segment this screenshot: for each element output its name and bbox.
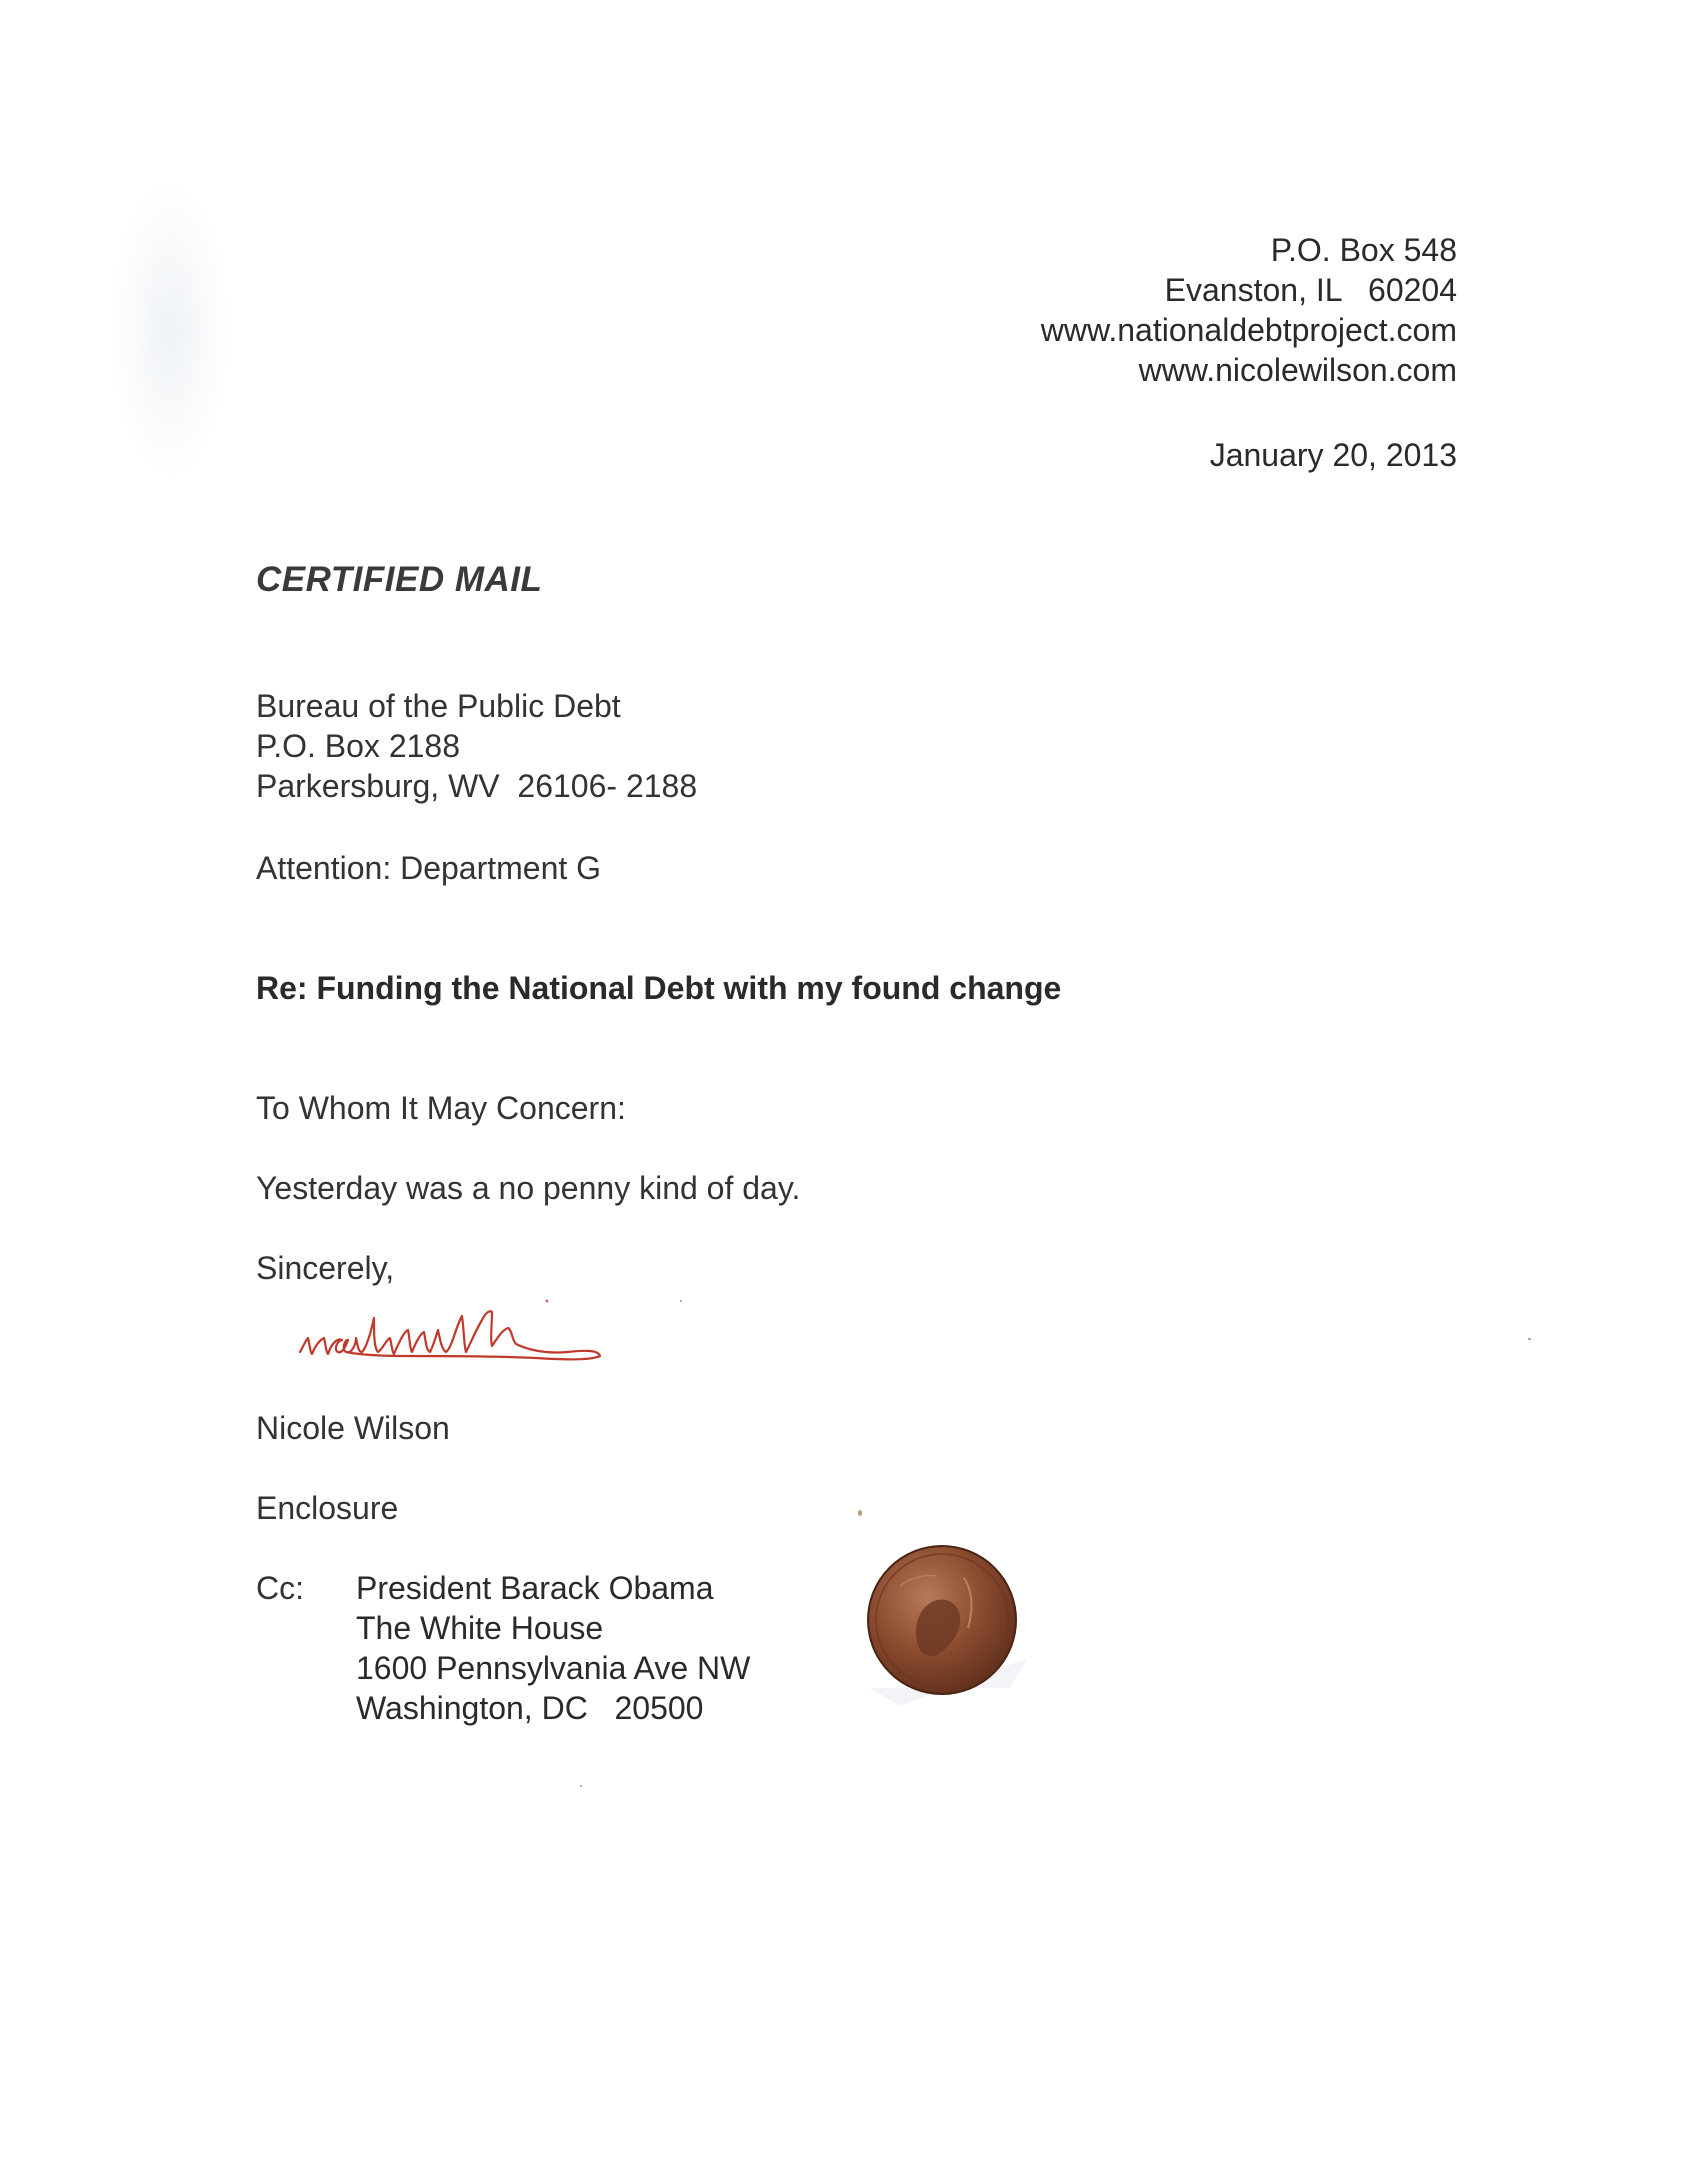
signature-dot (546, 1300, 548, 1302)
recipient-address (256, 686, 697, 806)
signature-stroke (300, 1311, 600, 1359)
sender-website-link: www.nationaldebtproject.com (1040, 312, 1457, 348)
sender-website-link: www.nicolewilson.com (1138, 352, 1457, 388)
attention-line: Attention: Department G (256, 850, 602, 886)
recipient-line: P.O. Box 2188 (256, 728, 460, 764)
closing: Sincerely, (256, 1250, 395, 1286)
scan-speck (580, 1785, 582, 1787)
scan-smudge (110, 180, 230, 480)
cc-label: Cc: (256, 1570, 304, 1606)
recipient-line: Bureau of the Public Debt (256, 688, 621, 724)
scan-speck (1528, 1338, 1531, 1340)
subject-line: Re: Funding the National Debt with my found change (256, 970, 1062, 1006)
handwritten-signature (296, 1290, 776, 1380)
cc-line: Washington, DC 20500 (356, 1690, 704, 1726)
letter-date: January 20, 2013 (1209, 437, 1457, 473)
signer-name: Nicole Wilson (256, 1410, 450, 1446)
enclosure-label: Enclosure (256, 1490, 399, 1526)
recipient-line: Parkersburg, WV 26106- 2188 (256, 768, 698, 804)
cc-line: President Barack Obama (356, 1570, 714, 1606)
delivery-method: CERTIFIED MAIL (256, 560, 543, 599)
penny-coin-icon (860, 1538, 1030, 1708)
scan-speck (858, 1510, 862, 1516)
scan-speck (680, 1300, 682, 1302)
sender-address-line: Evanston, IL 60204 (1164, 272, 1457, 308)
salutation: To Whom It May Concern: (256, 1090, 626, 1126)
cc-line: The White House (356, 1610, 604, 1646)
body-paragraph: Yesterday was a no penny kind of day. (256, 1170, 801, 1206)
sender-address (1041, 230, 1457, 390)
sender-address-line: P.O. Box 548 (1270, 232, 1457, 268)
cc-line: 1600 Pennsylvania Ave NW (356, 1650, 751, 1686)
cc-recipient (356, 1568, 750, 1728)
